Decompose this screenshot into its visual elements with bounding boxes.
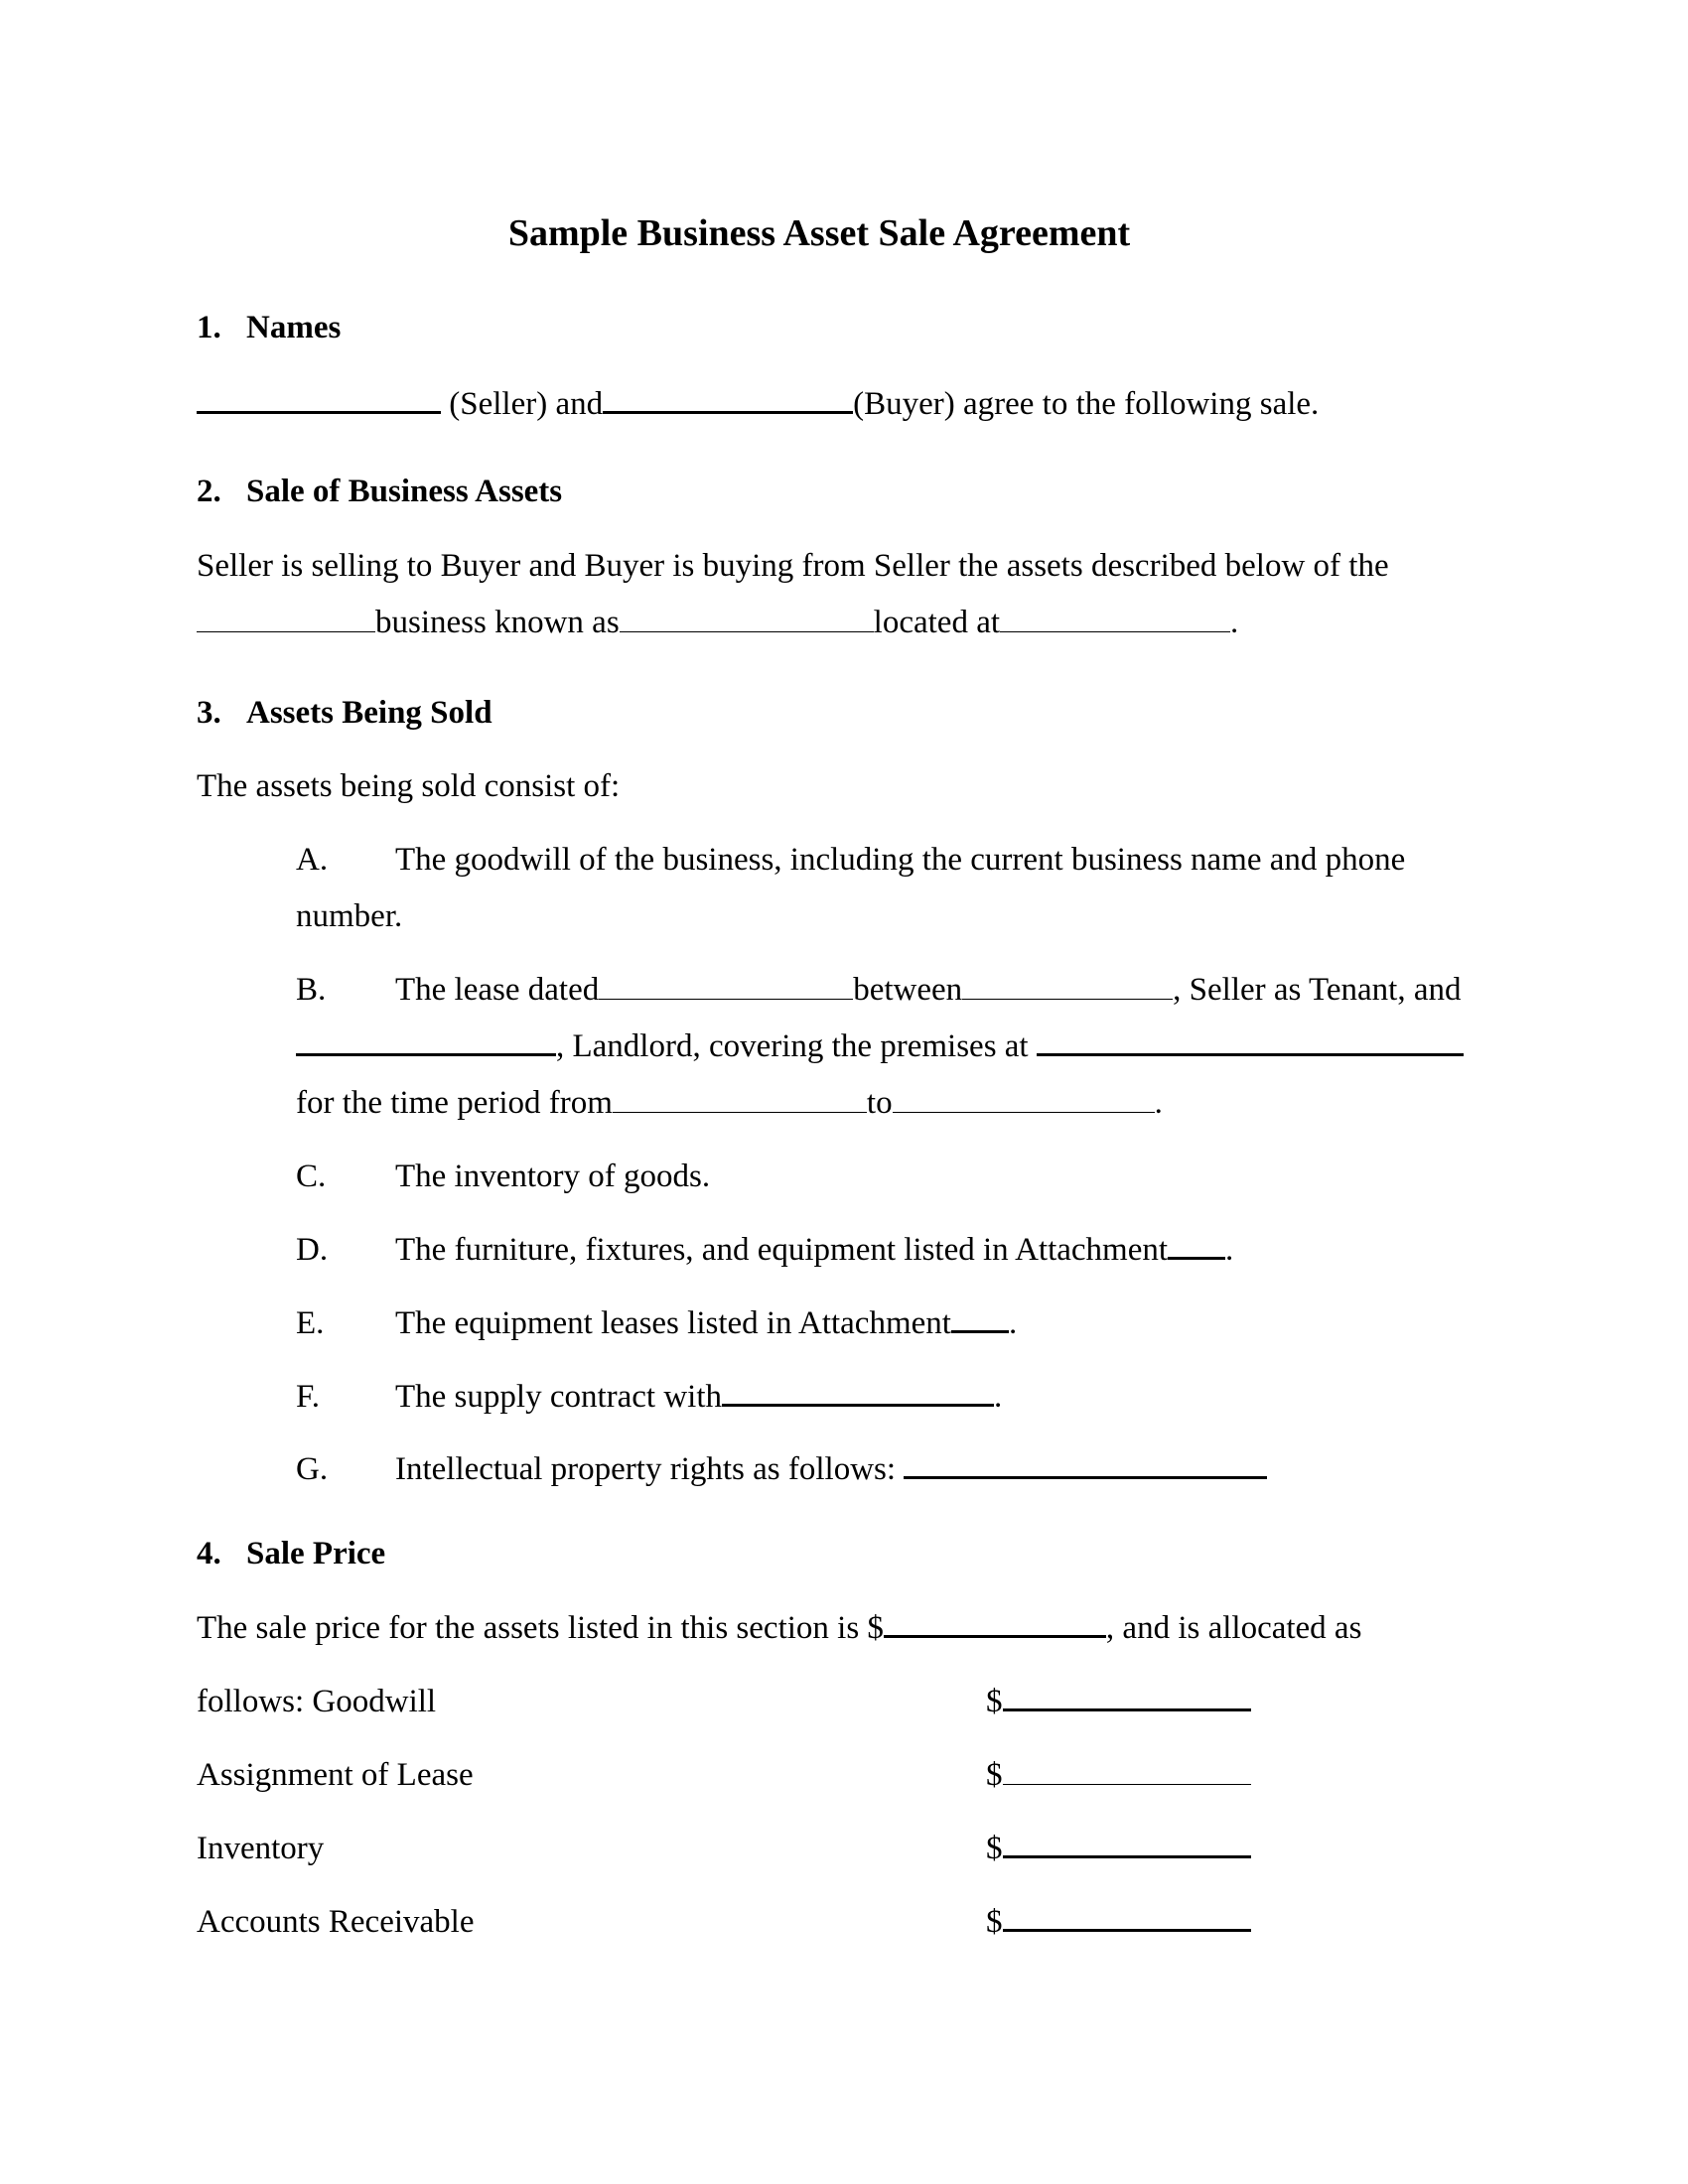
sale-price-blank[interactable] [884, 1609, 1106, 1638]
section-4-number: 4. [197, 1536, 221, 1571]
allocation-receivable-label: Accounts Receivable [197, 1904, 475, 1940]
landlord-label: , Landlord, covering the premises at [556, 1028, 1037, 1064]
asset-item-g-text: Intellectual property rights as follows: [395, 1451, 905, 1487]
allocation-receivable-currency: $ [986, 1904, 1003, 1940]
asset-item-d-letter: D. [296, 1232, 329, 1268]
section-2-heading [197, 472, 562, 511]
asset-item-a-text: The goodwill of the business, including the current business name and phone [395, 842, 1406, 878]
sale-line-2-period: . [1230, 605, 1239, 640]
asset-item-b-letter: B. [296, 972, 327, 1008]
business-known-as-label: business known as [375, 605, 620, 640]
lease-amount-blank[interactable] [1003, 1758, 1251, 1785]
allocation-receivable-amount [986, 1902, 1251, 1942]
allocation-goodwill-label: follows: Goodwill [197, 1684, 437, 1719]
allocation-lease-currency: $ [986, 1757, 1003, 1793]
asset-item-e-letter: E. [296, 1305, 325, 1341]
sale-price-end: , and is allocated as [1105, 1610, 1362, 1646]
asset-item-c [296, 1157, 710, 1196]
sale-line-2 [197, 603, 1238, 642]
lease-dated-label: The lease dated [395, 972, 600, 1008]
sale-line-1: Seller is selling to Buyer and Buyer is buying from Seller the assets described below of the [197, 548, 1389, 584]
seller-as-tenant-label: , Seller as Tenant, and [1173, 972, 1462, 1008]
section-3-title: Assets Being Sold [246, 695, 492, 731]
assets-intro: The assets being sold consist of: [197, 768, 621, 804]
section-1-title: Names [246, 310, 342, 345]
allocation-lease-label: Assignment of Lease [197, 1757, 474, 1793]
asset-item-a-continuation: number. [296, 898, 403, 934]
item-b-period: . [1154, 1085, 1163, 1121]
section-3-number: 3. [197, 695, 221, 731]
asset-item-g [296, 1449, 1267, 1489]
section-2-number: 2. [197, 474, 221, 509]
seller-label: (Seller) and [441, 386, 604, 422]
names-line [197, 384, 1319, 424]
buyer-name-blank[interactable] [603, 385, 853, 414]
asset-item-d-text: The furniture, fixtures, and equipment listed in Attachment [395, 1232, 1169, 1268]
business-name-blank[interactable] [620, 606, 874, 632]
inventory-amount-blank[interactable] [1003, 1830, 1251, 1858]
supply-contract-blank[interactable] [722, 1378, 994, 1407]
asset-item-e [296, 1303, 1017, 1343]
located-at-label: located at [873, 605, 1001, 640]
allocation-lease-amount [986, 1755, 1251, 1795]
asset-item-f-letter: F. [296, 1379, 320, 1415]
goodwill-amount-blank[interactable] [1003, 1683, 1251, 1711]
section-4-title: Sale Price [246, 1536, 386, 1571]
buyer-label: (Buyer) agree to the following sale. [853, 386, 1320, 422]
sale-price-label: The sale price for the assets listed in this section is $ [197, 1610, 884, 1646]
asset-item-e-text: The equipment leases listed in Attachment [395, 1305, 951, 1341]
asset-item-b-line-3 [296, 1083, 1163, 1123]
lease-parties-blank[interactable] [962, 973, 1173, 1000]
document-title: Sample Business Asset Sale Agreement [507, 212, 1131, 254]
business-location-blank[interactable] [1000, 606, 1230, 632]
to-label: to [866, 1085, 893, 1121]
period-to-blank[interactable] [893, 1086, 1155, 1113]
business-type-blank[interactable] [197, 606, 375, 632]
asset-item-a [296, 840, 1405, 880]
lease-date-blank[interactable] [599, 973, 853, 1000]
section-1-number: 1. [197, 310, 221, 345]
section-4-heading [197, 1534, 385, 1573]
between-label: between [853, 972, 963, 1008]
section-3-heading [197, 693, 492, 733]
asset-item-b [296, 970, 1462, 1010]
premises-blank[interactable] [1037, 1027, 1464, 1056]
receivable-amount-blank[interactable] [1003, 1903, 1251, 1932]
asset-item-d-end: . [1225, 1232, 1234, 1268]
asset-item-d [296, 1230, 1233, 1270]
asset-item-c-letter: C. [296, 1159, 327, 1194]
intellectual-property-blank[interactable] [904, 1450, 1267, 1479]
allocation-goodwill-amount [986, 1682, 1251, 1721]
attachment-e-blank[interactable] [951, 1304, 1009, 1333]
attachment-d-blank[interactable] [1168, 1231, 1225, 1260]
asset-item-c-text: The inventory of goods. [395, 1159, 711, 1194]
asset-item-b-line-2 [296, 1026, 1464, 1066]
asset-item-f-text: The supply contract with [395, 1379, 723, 1415]
allocation-inventory-currency: $ [986, 1831, 1003, 1866]
seller-name-blank[interactable] [197, 385, 441, 414]
period-from-blank[interactable] [613, 1086, 867, 1113]
asset-item-f [296, 1377, 1002, 1417]
sale-price-line [197, 1608, 1361, 1648]
allocation-inventory-label: Inventory [197, 1831, 325, 1866]
section-2-title: Sale of Business Assets [246, 474, 563, 509]
time-period-label: for the time period from [296, 1085, 613, 1121]
section-1-heading [197, 308, 341, 347]
asset-item-e-end: . [1008, 1305, 1018, 1341]
asset-item-f-end: . [994, 1379, 1003, 1415]
landlord-blank[interactable] [296, 1027, 556, 1056]
asset-item-a-letter: A. [296, 842, 329, 878]
asset-item-g-letter: G. [296, 1451, 329, 1487]
allocation-inventory-amount [986, 1829, 1251, 1868]
allocation-goodwill-currency: $ [986, 1684, 1003, 1719]
